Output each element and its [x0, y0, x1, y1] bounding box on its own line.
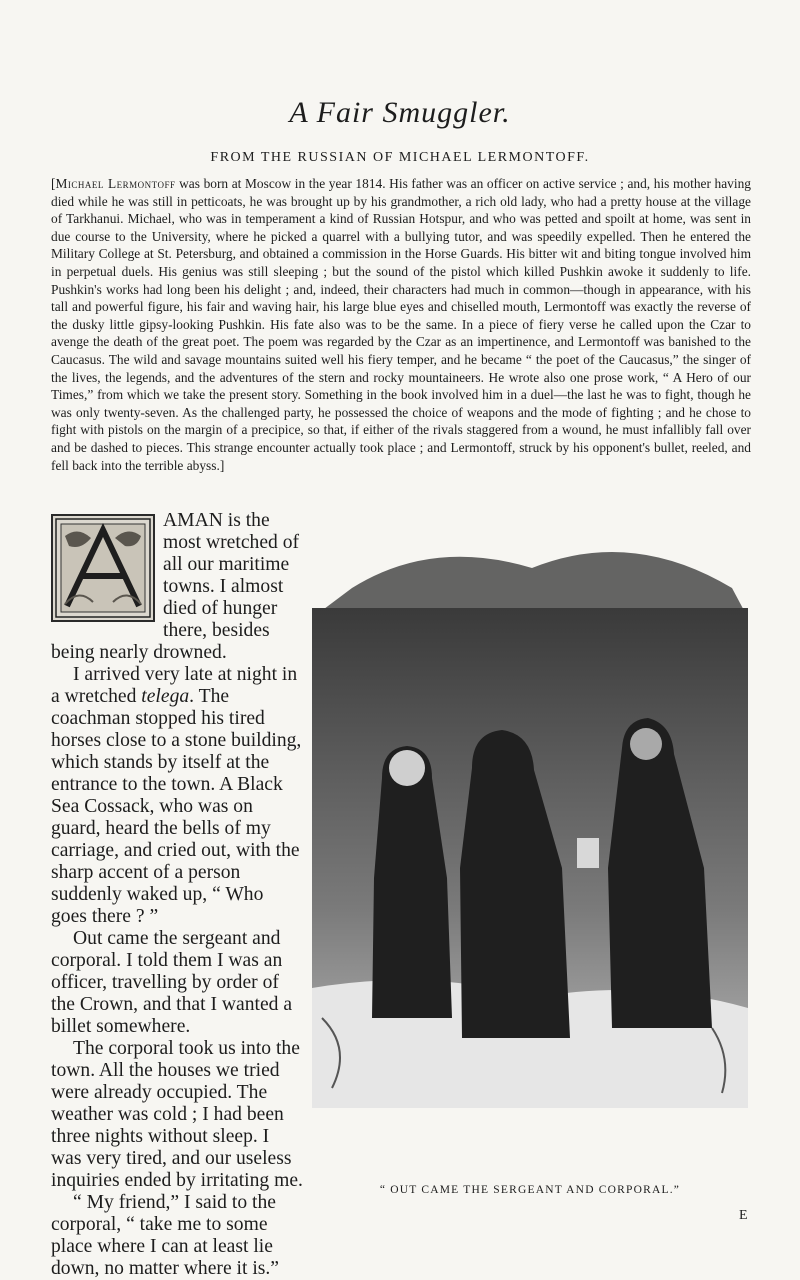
illustration-caption: “ OUT CAME THE SERGEANT AND CORPORAL.” [379, 1184, 681, 1196]
article-title: A Fair Smuggler. [289, 96, 511, 129]
ornamental-dropcap-icon [51, 514, 155, 622]
night-scene-illustration [312, 548, 748, 1170]
italic-word: telega [141, 686, 190, 707]
article-subtitle: FROM THE RUSSIAN OF MICHAEL LERMONTOFF. [210, 150, 590, 165]
story-paragraph: The corporal took us into the town. All the houses we tried were already occupied. The weather was cold ; I had been three nights without sleep. I was very tired, and our useless inquiries ended by irritating me. [51, 1038, 303, 1191]
page-signature: E [739, 1208, 748, 1223]
intro-open-bracket: [ [51, 176, 56, 191]
intro-author-name: Michael Lermontoff [55, 176, 176, 191]
intro-text: was born at Moscow in the year 1814. His father was an officer on active service ; and, his mother having died while he was still in petticoats, he was brought up by his grandmother, a rich old lady, who had a pretty house at the village of Tarkhanui. Michael, who was in temperament a kind of Russian Hotspur, and who was petted and spoilt at home, was sent in due course to the University, where he picked a quarrel with a bullying tutor, and was speedily expelled. Then he entered the Military College at St. Petersburg, and obtained a commission in the Horse Guards. His bitter wit and biting tongue involved him in perpetual duels. His genius was still sleeping ; but the sound of the pistol which killed Pushkin awoke it suddenly to life. Pushkin's works had long been his delight ; and, indeed, their characters had much in common—though in appearance, with his tall and powerful figure, his fair and waving hair, his large blue eyes and chiselled mouth, Lermontoff was exactly the reverse of the dusky little gipsy-looking Pushkin. His fate also was to be the same. In a piece of fiery verse he called upon the Czar to avenge the death of the great poet. The poem was regarded by the Czar as an impertinence, and Lermontoff was banished to the Caucasus. The wild and savage mountains suited well his fiery temper, and he became “ the poet of the Caucasus,” the singer of the lives, the legends, and the adventures of the stern and rocky mountaineers. He wrote also one prose work, “ A Hero of our Times,” from which we take the present story. Something in the book involved him in a duel—the last he was to fight, though he was only twenty-seven. As the challenged party, he possessed the choice of weapons and the mode of fighting ; and he chose to fight with pistols on the margin of a precipice, so that, if either of the rivals staggered from a wound, he must infallibly fall over and be dashed to pieces. This strange encounter actually took place ; and Lermontoff, struck by his opponent's bullet, reeled, and fell back into the terrible abyss.] [51, 176, 751, 473]
story-column [51, 510, 303, 1280]
intro-paragraph [51, 175, 751, 474]
story-paragraph: I arrived very late at night in a wretched telega. The coachman stopped his tired horses close to a stone building, which stands by itself at the entrance to the town. A Black Sea Cossack, who was on guard, heard the bells of my carriage, and cried out, with the sharp accent of a person suddenly waked up, “ Who goes there ? ” [51, 664, 302, 927]
story-paragraph: Out came the sergeant and corporal. I told them I was an officer, travelling by order of the Crown, and that I wanted a billet somewhere. [51, 928, 293, 1037]
story-paragraph: “ My friend,” I said to the corporal, “ take me to some place where I can at least lie down, no matter where it is.” [51, 1192, 279, 1279]
story-first-paragraph: AMAN is the most wretched of all our maritime towns. I almost died of hunger there, besides being nearly drowned. [51, 510, 300, 663]
